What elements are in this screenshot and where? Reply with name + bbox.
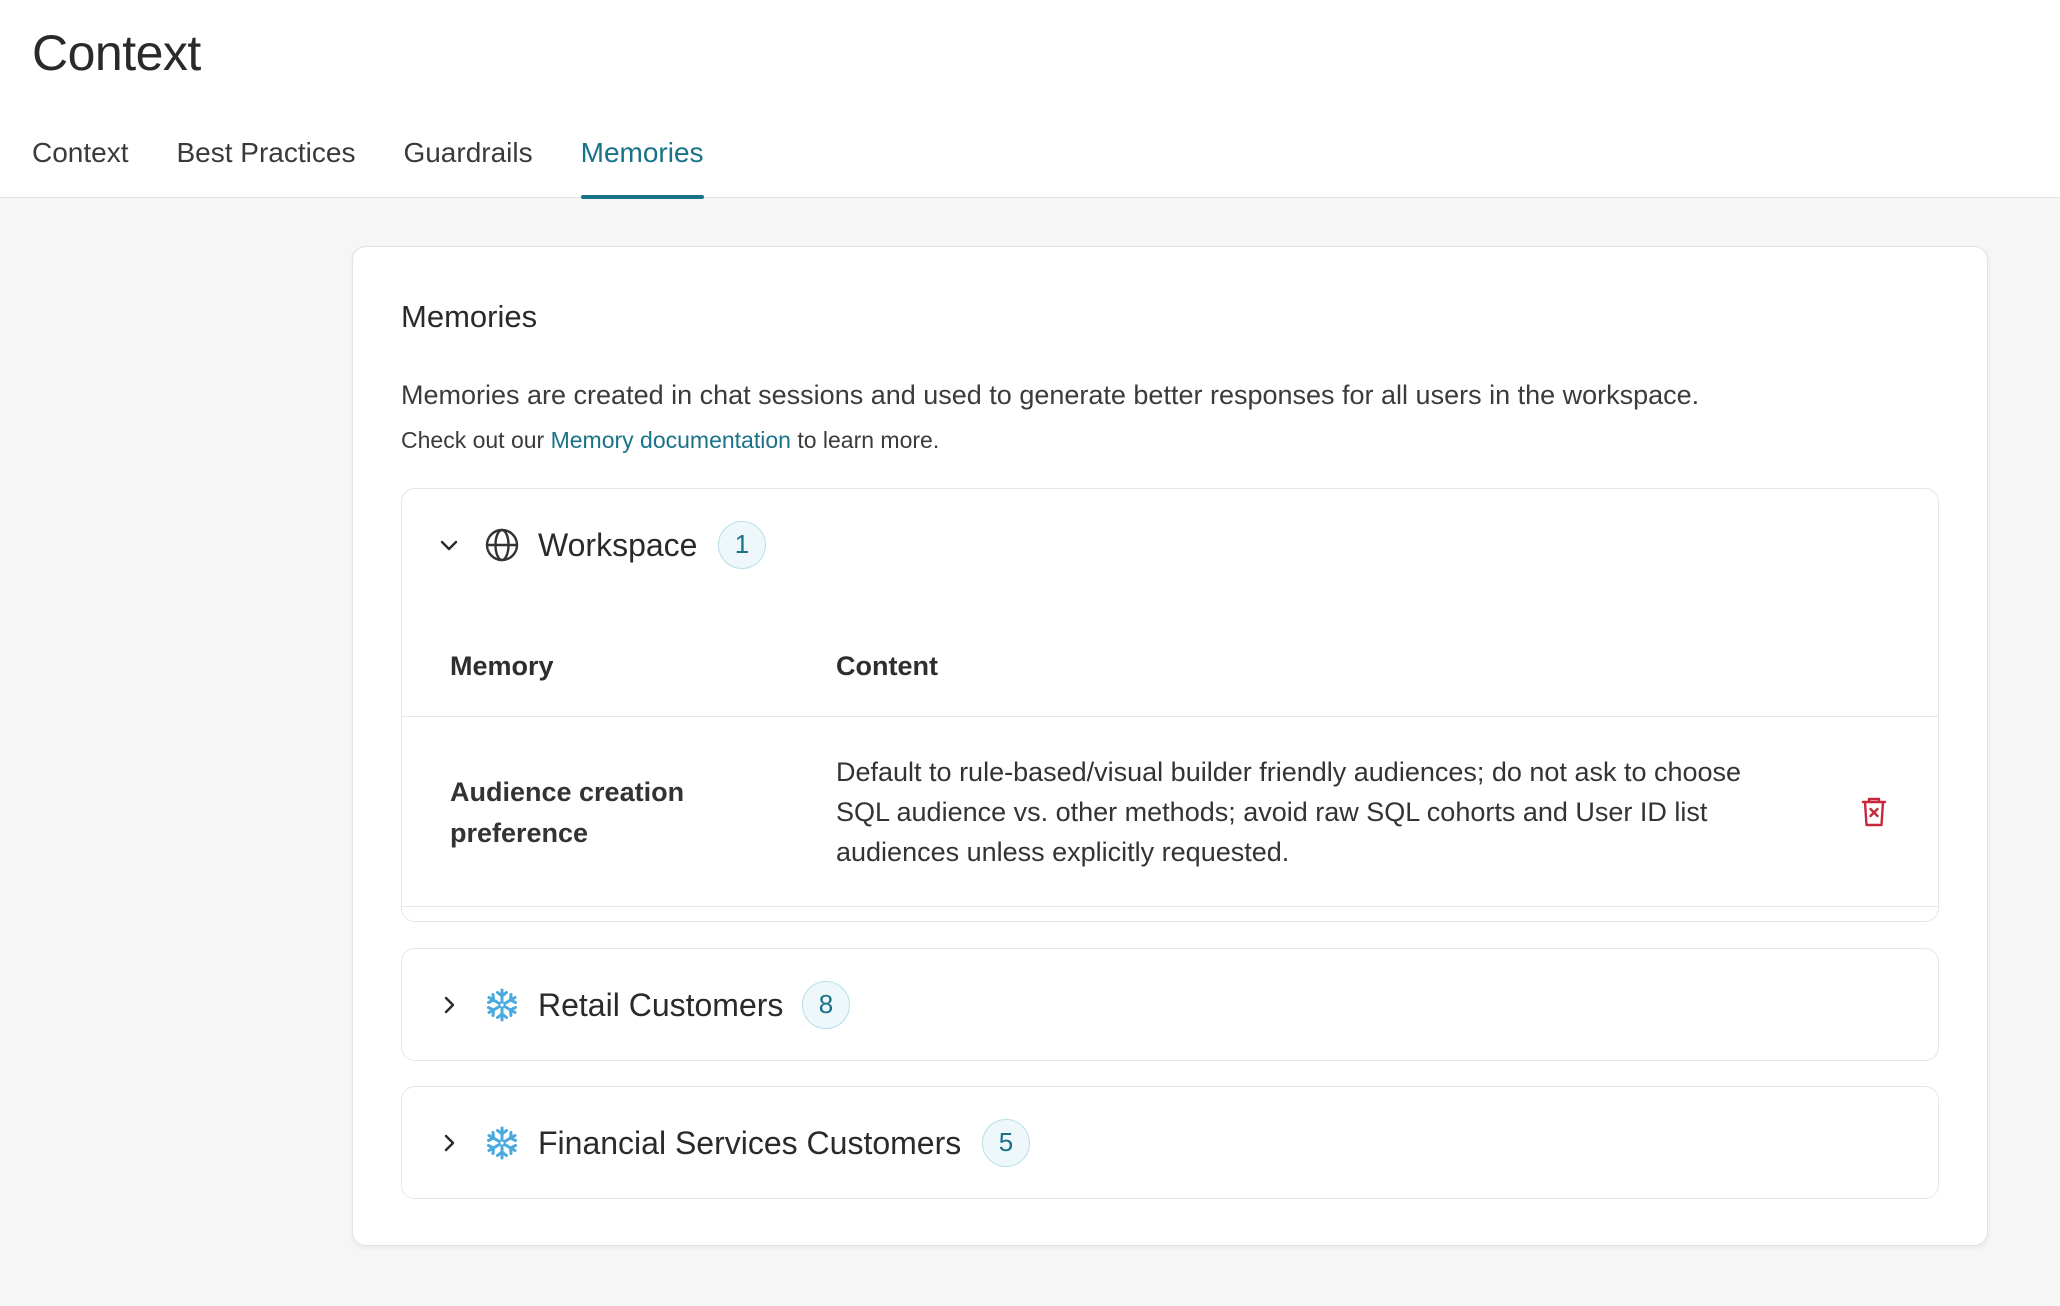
hint-suffix: to learn more. [790, 427, 940, 453]
page-title: Context [32, 25, 201, 81]
hint-prefix: Check out our [401, 427, 551, 453]
memory-content: Default to rule-based/visual builder friendly audiences; do not ask to choose SQL audience vs. other methods; avoid raw SQL cohorts and User ID list audiences unless explicitly requested. [836, 757, 1742, 867]
table-divider [402, 716, 1938, 717]
section-workspace [401, 488, 1939, 922]
tab-context[interactable]: Context [32, 137, 129, 168]
section-name: Workspace [538, 526, 698, 563]
page-header [0, 0, 2060, 198]
count-badge: 5 [982, 1119, 1030, 1167]
tab-bar [32, 137, 752, 198]
card-hint [401, 427, 939, 454]
card-description: Memories are created in chat sessions and used to generate better responses for all users in the workspace. [401, 380, 1700, 410]
section-header-financial-services-customers[interactable] [402, 1087, 1938, 1199]
memories-card [352, 246, 1988, 1246]
count-badge: 1 [718, 521, 766, 569]
delete-icon[interactable] [1860, 796, 1888, 828]
chevron-right-icon[interactable] [438, 1132, 460, 1154]
row-divider [402, 906, 1938, 907]
memory-documentation-link[interactable]: Memory documentation [550, 427, 791, 453]
snowflake-icon [484, 1125, 520, 1161]
tab-memories[interactable]: Memories [581, 137, 704, 198]
count-badge: 8 [802, 981, 850, 1029]
globe-icon [484, 527, 520, 563]
memory-name: Audience creation preference [450, 777, 685, 848]
chevron-right-icon[interactable] [438, 994, 460, 1016]
section-retail-customers [401, 948, 1939, 1061]
column-header-memory: Memory [450, 651, 554, 681]
card-title: Memories [401, 299, 538, 334]
section-financial-services-customers [401, 1086, 1939, 1199]
tab-best-practices[interactable]: Best Practices [176, 137, 356, 168]
section-header-retail-customers[interactable] [402, 949, 1938, 1061]
section-name: Financial Services Customers [538, 1124, 962, 1161]
tab-guardrails[interactable]: Guardrails [403, 137, 533, 168]
section-name: Retail Customers [538, 986, 784, 1023]
snowflake-icon [484, 987, 520, 1023]
chevron-down-icon[interactable] [438, 534, 460, 556]
column-header-content: Content [836, 651, 938, 681]
section-header-workspace[interactable] [402, 489, 1938, 601]
